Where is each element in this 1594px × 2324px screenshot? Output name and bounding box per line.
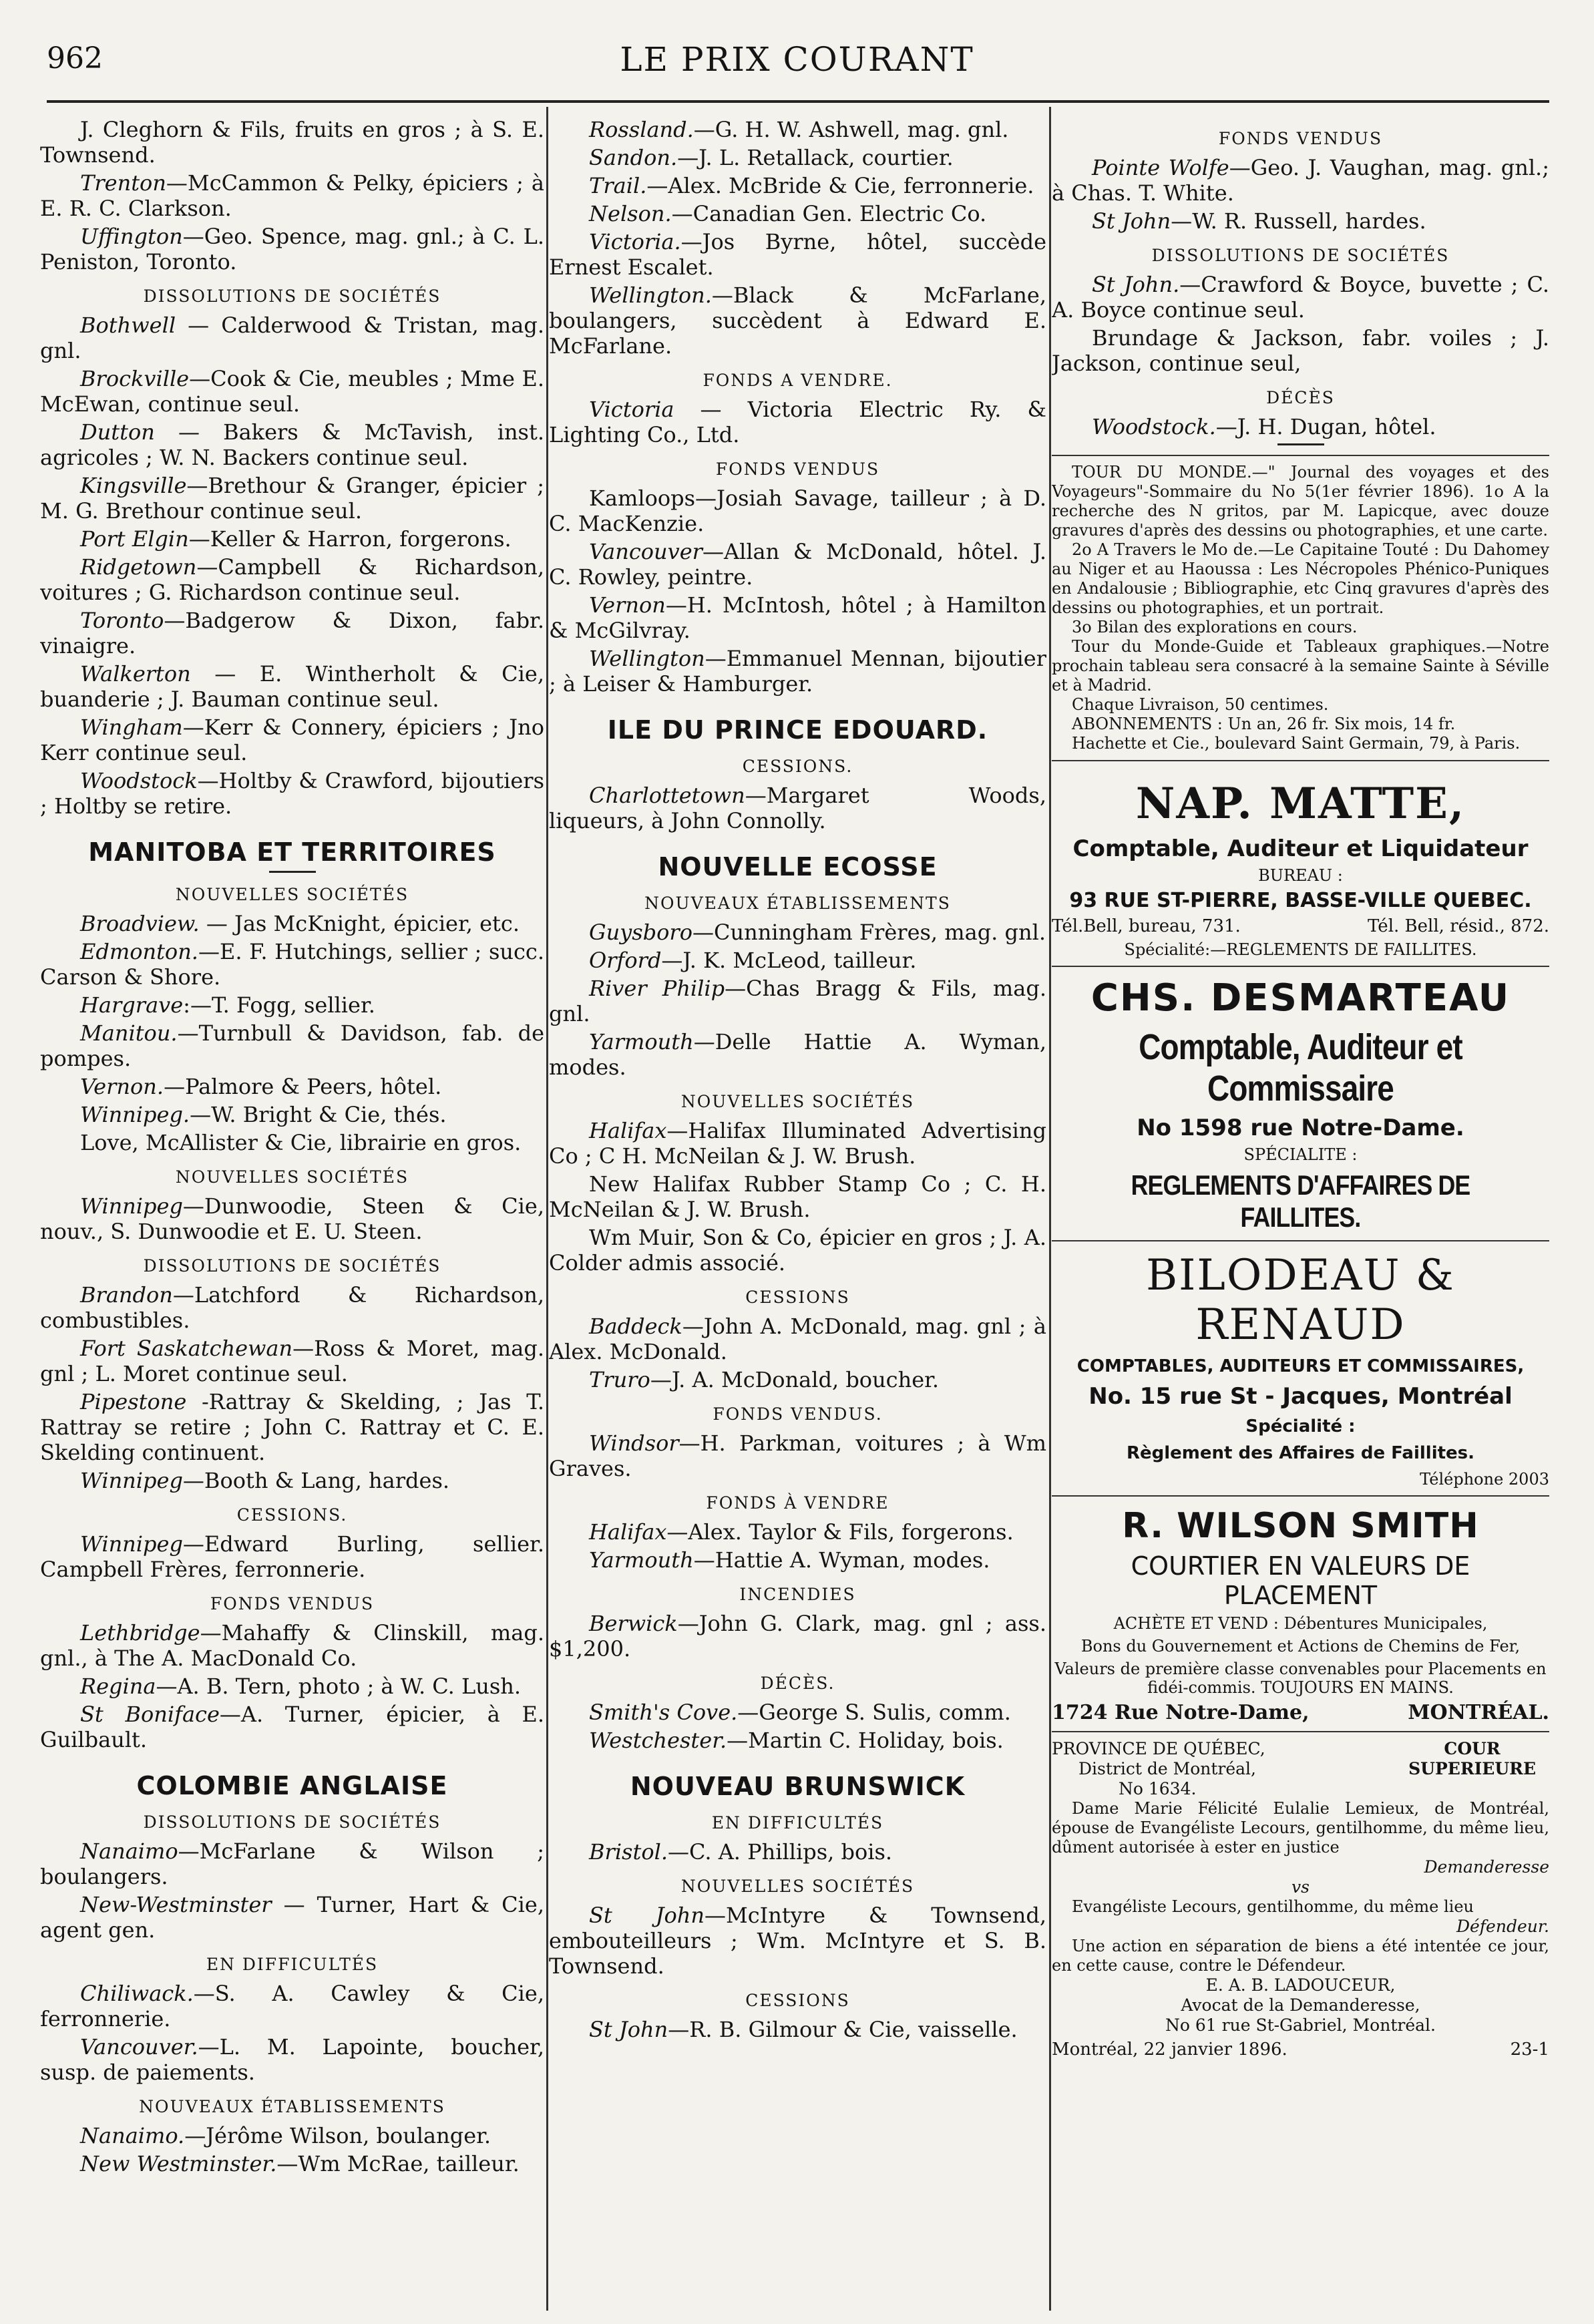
ad-bilodeau-renaud xyxy=(1052,1251,1549,1489)
header-rule xyxy=(47,100,1549,103)
section-heading: DISSOLUTIONS DE SOCIÉTÉS xyxy=(143,286,441,306)
notice: Dutton — Bakers & McTavish, inst. agricoles ; W. N. Backers continue seul. xyxy=(40,419,544,470)
notice: Love, McAllister & Cie, librairie en gros. xyxy=(80,1130,522,1155)
short-rule xyxy=(269,871,316,873)
notice: Winnipeg.—W. Bright & Cie, thés. xyxy=(80,1102,447,1127)
legal-court xyxy=(1408,1739,1549,1799)
ad-address: No 1598 rue Notre-Dame. xyxy=(1137,1115,1464,1141)
section-heading: FONDS VENDUS. xyxy=(713,1404,883,1424)
notice: Trenton—McCammon & Pelky, épiciers ; à E. R. C. Clarkson. xyxy=(40,170,544,221)
notice: Walkerton — E. Wintherholt & Cie, buanderie ; J. Bauman continue seul. xyxy=(40,661,544,712)
section-heading: NOUVEAUX ÉTABLISSEMENTS xyxy=(139,2097,445,2116)
notice: St John—W. R. Russell, hardes. xyxy=(1092,208,1426,234)
notice: Truro—J. A. McDonald, boucher. xyxy=(589,1367,940,1392)
column-divider xyxy=(1049,107,1051,2311)
ad-phone-home: Tél. Bell, résid., 872. xyxy=(1367,916,1549,936)
legal-case-number: No 1634. xyxy=(1119,1779,1197,1798)
notice: Winnipeg—Booth & Lang, hardes. xyxy=(80,1468,450,1493)
notice: Broadview. — Jas McKnight, épicier, etc. xyxy=(80,911,520,936)
notice: Nanaimo.—Jérôme Wilson, boulanger. xyxy=(80,2123,491,2148)
ad-specialty: Spécialité:—REGLEMENTS DE FAILLITES. xyxy=(1124,940,1477,959)
region-heading: NOUVEAU BRUNSWICK xyxy=(630,1772,966,1801)
region-heading: ILE DU PRINCE EDOUARD. xyxy=(607,715,988,745)
ad-bureau: BUREAU : xyxy=(1258,866,1343,885)
ad-nap-matte xyxy=(1052,779,1549,959)
region-heading: NOUVELLE ECOSSE xyxy=(658,852,938,882)
legal-province: PROVINCE DE QUÉBEC, xyxy=(1052,1739,1265,1758)
section-heading: NOUVELLES SOCIÉTÉS xyxy=(175,1167,409,1187)
section-heading: CESSIONS xyxy=(745,1288,850,1307)
review-paragraph: 3o Bilan des explorations en cours. xyxy=(1072,618,1358,636)
ad-address: 93 RUE ST-PIERRE, BASSE-VILLE QUEBEC. xyxy=(1069,889,1532,912)
notice: Wellington—Emmanuel Mennan, bijoutier ; à Leiser & Hamburger. xyxy=(549,646,1046,697)
column-3 xyxy=(1052,117,1549,2317)
legal-footer xyxy=(1052,2040,1549,2060)
notice: Sandon.—J. L. Retallack, courtier. xyxy=(589,145,954,170)
legal-court-1: COUR xyxy=(1444,1739,1501,1758)
ad-subtitle: Comptable, Auditeur et Commissaire xyxy=(1139,1027,1462,1109)
notice: Lethbridge—Mahaffy & Clinskill, mag. gnl., à The A. MacDonald Co. xyxy=(40,1620,544,1671)
legal-action: Une action en séparation de biens a été intentée ce jour, en cette cause, contre le Défendeur. xyxy=(1052,1937,1549,1975)
legal-ref: 23-1 xyxy=(1510,2040,1549,2060)
notice: Ridgetown—Campbell & Richardson, voitures ; G. Richardson continue seul. xyxy=(40,554,544,605)
page-header xyxy=(0,0,1594,114)
legal-heading xyxy=(1052,1739,1549,1799)
ad-line-3: Valeurs de première classe convenables pour Placements en fidéi-commis. TOUJOURS EN MAINS. xyxy=(1054,1660,1547,1697)
ad-divider xyxy=(1052,1731,1549,1732)
notice: Vernon.—Palmore & Peers, hôtel. xyxy=(80,1074,442,1099)
notice: Brundage & Jackson, fabr. voiles ; J. Jackson, continue seul, xyxy=(1052,325,1549,376)
notice: Edmonton.—E. F. Hutchings, sellier ; succ. Carson & Shore. xyxy=(40,939,544,990)
legal-defendant-line: Evangéliste Lecours, gentilhomme, du même lieu xyxy=(1072,1897,1474,1916)
notice: Trail.—Alex. McBride & Cie, ferronnerie. xyxy=(589,173,1034,198)
notice: Vancouver—Allan & McDonald, hôtel. J. C. Rowley, peintre. xyxy=(549,539,1046,590)
legal-court-2: SUPERIEURE xyxy=(1408,1759,1536,1778)
notice: Halifax—Alex. Taylor & Fils, forgerons. xyxy=(589,1519,1014,1545)
notice: Halifax—Halifax Illuminated Advertising Co ; C H. McNeilan & J. W. Brush. xyxy=(549,1118,1046,1169)
column-3-notices xyxy=(1052,129,1549,761)
legal-notice xyxy=(1052,1739,1549,2060)
section-heading: NOUVELLES SOCIÉTÉS xyxy=(175,885,409,904)
section-heading: CESSIONS. xyxy=(236,1505,348,1525)
notice: J. Cleghorn & Fils, fruits en gros ; à S. E. Townsend. xyxy=(40,117,544,168)
notice: Regina—A. B. Tern, photo ; à W. C. Lush. xyxy=(80,1674,522,1699)
ad-subtitle: Comptable, Auditeur et Liquidateur xyxy=(1072,835,1529,862)
section-heading: DÉCÈS xyxy=(1266,388,1335,407)
ad-address xyxy=(1052,1701,1549,1724)
review-paragraph: Chaque Livraison, 50 centimes. xyxy=(1072,695,1329,714)
notice: Nanaimo—McFarlane & Wilson ; boulangers. xyxy=(40,1838,544,1889)
review-paragraph: Tour du Monde-Guide et Tableaux graphiques.—Notre prochain tableau sera consacré à la semaine Sainte à Séville et à Madrid. xyxy=(1052,637,1549,695)
notice: River Philip—Chas Bragg & Fils, mag. gnl. xyxy=(549,976,1046,1026)
notice: Chiliwack.—S. A. Cawley & Cie, ferronnerie. xyxy=(40,1981,544,2031)
ad-specialty-line: REGLEMENTS D'AFFAIRES DE FAILLITES. xyxy=(1131,1169,1470,1233)
ad-phone-office: Tél.Bell, bureau, 731. xyxy=(1052,916,1241,936)
notice: St John—McIntyre & Townsend, embouteilleurs ; Wm. McIntyre et S. B. Townsend. xyxy=(549,1903,1046,1979)
notice: Fort Saskatchewan—Ross & Moret, mag. gnl ; L. Moret continue seul. xyxy=(40,1336,544,1386)
ad-title: CHS. DESMARTEAU xyxy=(1090,976,1511,1020)
notice: Victoria — Victoria Electric Ry. & Lighting Co., Ltd. xyxy=(549,397,1046,447)
section-heading: DISSOLUTIONS DE SOCIÉTÉS xyxy=(1151,246,1450,265)
ad-divider xyxy=(1052,966,1549,967)
region-heading: MANITOBA ET TERRITOIRES xyxy=(88,837,496,867)
notice: Uffington—Geo. Spence, mag. gnl.; à C. L. Peniston, Toronto. xyxy=(40,224,544,274)
ad-divider xyxy=(1052,1240,1549,1241)
section-heading: NOUVEAUX ÉTABLISSEMENTS xyxy=(644,894,951,913)
ad-phones xyxy=(1052,916,1549,936)
notice: St John—R. B. Gilmour & Cie, vaisselle. xyxy=(589,2017,1018,2042)
notice: Smith's Cove.—George S. Sulis, comm. xyxy=(589,1700,1011,1725)
ad-divider xyxy=(1052,1495,1549,1497)
review-paragraph: TOUR DU MONDE.—" Journal des voyages et des Voyageurs"-Sommaire du No 5(1er février 1896). 1o A la recherche des N gritos, par M. Lapicque, avec douze gravures d'après des dessins ou photographies, et une carte. xyxy=(1052,463,1549,540)
column-rule xyxy=(1052,455,1549,456)
ad-street: 1724 Rue Notre-Dame, xyxy=(1052,1701,1310,1724)
ad-address: No. 15 rue St - Jacques, Montréal xyxy=(1088,1383,1513,1410)
section-heading: FONDS VENDUS xyxy=(1218,129,1383,148)
ad-desmarteau xyxy=(1052,976,1549,1233)
page-title: LE PRIX COURANT xyxy=(620,40,974,79)
notice: Charlottetown—Margaret Woods, liqueurs, à John Connolly. xyxy=(549,783,1046,833)
page-number: 962 xyxy=(47,41,103,75)
ad-title: NAP. MATTE, xyxy=(1135,779,1466,829)
column-divider xyxy=(546,107,548,2311)
notice: Port Elgin—Keller & Harron, forgerons. xyxy=(80,526,512,552)
notice: Rossland.—G. H. W. Ashwell, mag. gnl. xyxy=(589,117,1009,142)
notice: Winnipeg—Edward Burling, sellier. Campbell Frères, ferronnerie. xyxy=(40,1531,544,1582)
legal-defendant: Défendeur. xyxy=(1456,1917,1549,1936)
section-heading: INCENDIES xyxy=(739,1585,856,1604)
column-1 xyxy=(40,117,544,2317)
ad-telephone: Téléphone 2003 xyxy=(1420,1470,1549,1489)
section-heading: CESSIONS xyxy=(745,1991,850,2010)
legal-district: District de Montréal, xyxy=(1078,1759,1256,1778)
notice: Brandon—Latchford & Richardson, combustibles. xyxy=(40,1282,544,1333)
notice: Woodstock.—J. H. Dugan, hôtel. xyxy=(1092,414,1436,439)
column-rule xyxy=(1052,760,1549,761)
legal-body: Dame Marie Félicité Eulalie Lemieux, de Montréal, épouse de Evangéliste Lecours, gentilhomme, du même lieu, dûment autorisée à ester en justice xyxy=(1052,1799,1549,1857)
notice: New-Westminster — Turner, Hart & Cie, agent gen. xyxy=(40,1892,544,1943)
notice: Orford—J. K. McLeod, tailleur. xyxy=(589,948,917,973)
notice: Pointe Wolfe—Geo. J. Vaughan, mag. gnl.; à Chas. T. White. xyxy=(1052,155,1549,206)
column-2 xyxy=(549,117,1046,2317)
notice: Toronto—Badgerow & Dixon, fabr. vinaigre. xyxy=(40,608,544,658)
legal-signature-role: Avocat de la Demanderesse, xyxy=(1181,1995,1420,2015)
notice: Baddeck—John A. McDonald, mag. gnl ; à Alex. McDonald. xyxy=(549,1314,1046,1364)
review-paragraph: ABONNEMENTS : Un an, 26 fr. Six mois, 14 fr. xyxy=(1072,715,1456,733)
legal-signature-address: No 61 rue St-Gabriel, Montréal. xyxy=(1165,2015,1436,2035)
ad-specialty-line: Règlement des Affaires de Faillites. xyxy=(1126,1443,1475,1463)
legal-plaintiff: Demanderesse xyxy=(1424,1857,1549,1877)
ad-wilson-smith xyxy=(1052,1506,1549,1724)
ad-specialty: Spécialité : xyxy=(1245,1416,1356,1436)
notice: New Halifax Rubber Stamp Co ; C. H. McNeilan & J. W. Brush. xyxy=(549,1171,1046,1222)
notice: Pipestone -Rattray & Skelding, ; Jas T. Rattray se retire ; John C. Rattray et C. E. Skelding continuent. xyxy=(40,1389,544,1465)
legal-vs: vs xyxy=(1291,1877,1310,1897)
notice: Kingsville—Brethour & Granger, épicier ; M. G. Brethour continue seul. xyxy=(40,473,544,524)
notice: St Boniface—A. Turner, épicier, à E. Guilbault. xyxy=(40,1702,544,1752)
notice: New Westminster.—Wm McRae, tailleur. xyxy=(80,2151,520,2176)
notice: Westchester.—Martin C. Holiday, bois. xyxy=(589,1728,1004,1753)
ad-line-2: Bons du Gouvernement et Actions de Chemins de Fer, xyxy=(1080,1637,1521,1656)
notice: Victoria.—Jos Byrne, hôtel, succède Ernest Escalet. xyxy=(549,229,1046,280)
notice: Yarmouth—Delle Hattie A. Wyman, modes. xyxy=(549,1029,1046,1080)
ad-line-1: ACHÈTE ET VEND : Débentures Municipales, xyxy=(1113,1614,1488,1633)
ad-title: R. WILSON SMITH xyxy=(1122,1506,1479,1546)
notice: Nelson.—Canadian Gen. Electric Co. xyxy=(589,201,987,226)
review-paragraph: Hachette et Cie., boulevard Saint Germain, 79, à Paris. xyxy=(1072,734,1521,753)
notice: St John.—Crawford & Boyce, buvette ; C. A. Boyce continue seul. xyxy=(1052,272,1549,323)
section-heading: FONDS À VENDRE xyxy=(706,1493,889,1513)
ad-city: MONTRÉAL. xyxy=(1408,1701,1549,1724)
section-heading: EN DIFFICULTÉS xyxy=(206,1955,379,1974)
notice: Windsor—H. Parkman, voitures ; à Wm Graves. xyxy=(549,1430,1046,1481)
notice: Bothwell — Calderwood & Tristan, mag. gnl. xyxy=(40,313,544,363)
section-heading: FONDS VENDUS xyxy=(210,1594,375,1613)
notice: Winnipeg—Dunwoodie, Steen & Cie, nouv., S. Dunwoodie et E. U. Steen. xyxy=(40,1193,544,1244)
legal-jurisdiction xyxy=(1052,1739,1265,1799)
notice: Vernon—H. McIntosh, hôtel ; à Hamilton & McGilvray. xyxy=(549,592,1046,643)
section-heading: NOUVELLES SOCIÉTÉS xyxy=(680,1877,915,1896)
notice: Guysboro—Cunningham Frères, mag. gnl. xyxy=(589,920,1046,945)
notice: Vancouver.—L. M. Lapointe, boucher, susp. de paiements. xyxy=(40,2034,544,2085)
legal-signature: E. A. B. LADOUCEUR, xyxy=(1205,1975,1396,1995)
notice: Brockville—Cook & Cie, meubles ; Mme E. McEwan, continue seul. xyxy=(40,366,544,417)
notice: Bristol.—C. A. Phillips, bois. xyxy=(589,1839,893,1865)
notice: Berwick—John G. Clark, mag. gnl ; ass. $1,200. xyxy=(549,1611,1046,1662)
ad-specialty: SPÉCIALITE : xyxy=(1243,1145,1358,1164)
section-heading: CESSIONS. xyxy=(742,757,853,776)
ad-subtitle: COURTIER EN VALEURS DE PLACEMENT xyxy=(1131,1551,1470,1610)
ad-title: BILODEAU & RENAUD xyxy=(1146,1251,1455,1350)
section-heading: FONDS A VENDRE. xyxy=(703,371,893,390)
notice: Yarmouth—Hattie A. Wyman, modes. xyxy=(589,1547,990,1573)
legal-date: Montréal, 22 janvier 1896. xyxy=(1052,2040,1287,2060)
short-rule xyxy=(1277,443,1324,445)
section-heading: DISSOLUTIONS DE SOCIÉTÉS xyxy=(143,1256,441,1276)
notice: Kamloops—Josiah Savage, tailleur ; à D. C. MacKenzie. xyxy=(549,486,1046,536)
notice: Wm Muir, Son & Co, épicier en gros ; J. A. Colder admis associé. xyxy=(549,1225,1046,1276)
notice: Woodstock—Holtby & Crawford, bijoutiers ; Holtby se retire. xyxy=(40,768,544,819)
section-heading: NOUVELLES SOCIÉTÉS xyxy=(680,1092,915,1111)
section-heading: EN DIFFICULTÉS xyxy=(711,1813,884,1832)
review-paragraph: 2o A Travers le Mo de.—Le Capitaine Touté : Du Dahomey au Niger et au Haoussa : Les Nécropoles Phénico-Puniques en Andalousie ; Bibliographie, etc Cinq gravures d'après des dessins ou photographies, et un portrait. xyxy=(1052,540,1549,617)
notice: Wingham—Kerr & Connery, épiciers ; Jno Kerr continue seul. xyxy=(40,715,544,765)
notice: Manitou.—Turnbull & Davidson, fab. de pompes. xyxy=(40,1020,544,1071)
section-heading: DÉCÈS. xyxy=(760,1674,835,1693)
region-heading: COLOMBIE ANGLAISE xyxy=(136,1771,448,1800)
ad-subtitle: COMPTABLES, AUDITEURS ET COMMISSAIRES, xyxy=(1076,1356,1525,1376)
notice: Hargrave:—T. Fogg, sellier. xyxy=(80,992,375,1018)
section-heading: DISSOLUTIONS DE SOCIÉTÉS xyxy=(143,1812,441,1832)
notice: Wellington.—Black & McFarlane, boulangers, succèdent à Edward E. McFarlane. xyxy=(549,282,1046,359)
section-heading: FONDS VENDUS xyxy=(715,459,880,479)
